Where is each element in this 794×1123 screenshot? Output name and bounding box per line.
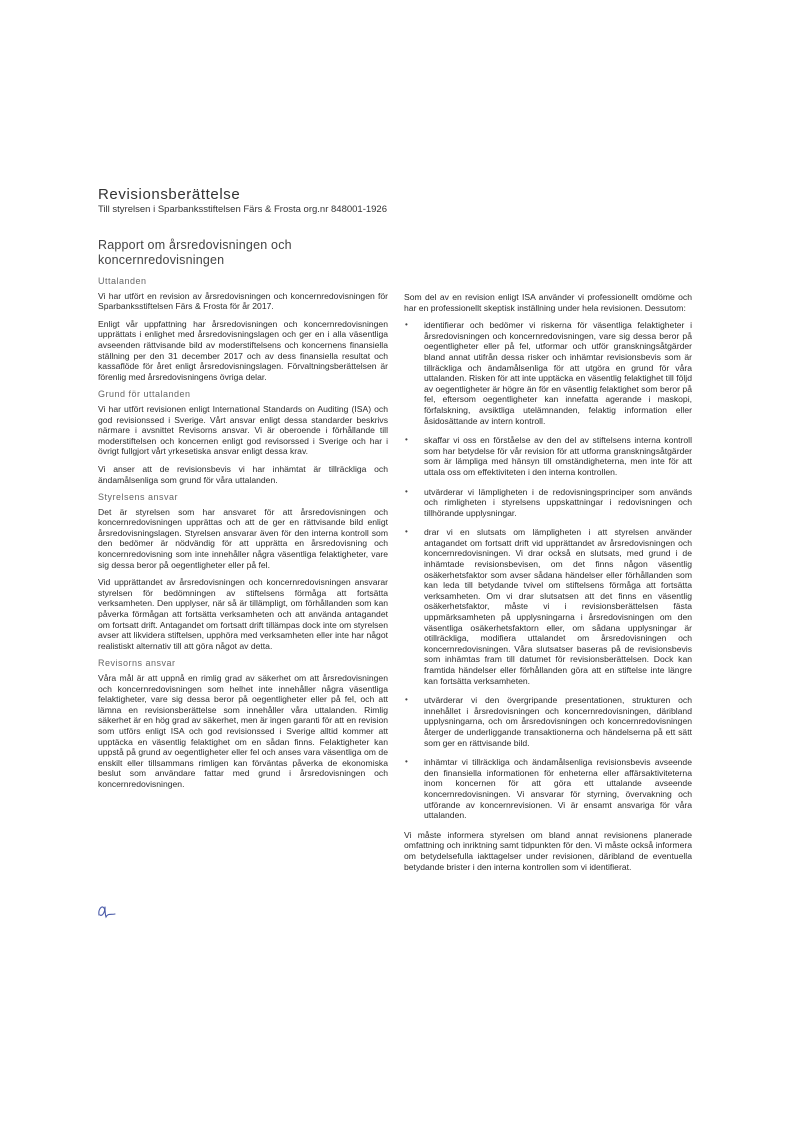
paragraph-board-responsibility: Det är styrelsen som har ansvaret för att årsredovisningen och koncernredovisningen upprättas och att de ger en rättvisande bild enligt årsredovisningslagen. Styrelsen ansvarar även för den interna kontroll som den bedömer är nödvändig för att upprätta en årsredovisning och koncernredovisning som inte innehåller några väsentliga felaktigheter, vare sig dessa beror på oegentligheter eller på fel. [98, 506, 388, 570]
paragraph-isa: Vi har utfört revisionen enligt International Standards on Auditing (ISA) och god revisionssed i Sverige. Vårt ansvar enligt dessa standarder beskrivs närmare i avsnittet Revisorns ansvar. Vi är oberoende i förhållande till moderstiftelsen och koncernen enligt god revisorssed i Sverige och har i övrigt fullgjort vårt yrkesetiska ansvar enligt dessa krav. [98, 403, 388, 457]
list-item: • identifierar och bedömer vi riskerna för väsentliga felaktigheter i årsredovisningen och koncernredovisningen, vare sig dessa beror på oegentligheter eller på fel, utformar och utför granskningsåtgärder bland annat utifrån dessa risker och inhämtar revisionsbevis som är tillräckliga och ändamålsenliga för att utgöra en grund för våra uttalanden. Risken för att inte upptäcka en väsentlig felaktighet till följd av oegentligheter är högre än för en väsentlig felaktighet som beror på fel, eftersom oegentligheter kan innefatta agerande i maskopi, förfalskning, avsiktliga utelämnanden, felaktig information eller åsidosättande av intern kontroll. [405, 320, 692, 426]
bullet-icon: • [405, 435, 408, 445]
paragraph-going-concern: Vid upprättandet av årsredovisningen och koncernredovisningen ansvarar styrelsen för bedömningen av stiftelsens förmåga att fortsätta verksamheten. Den upplyser, när så är tillämpligt, om förhållanden som kan påverka förmågan att fortsätta verksamheten och att använda antagandet om fortsatt drift. Antagandet om fortsatt drift tillämpas dock inte om styrelsen avser att likvidera stiftelsen, upphöra med verksamheten eller inte har något realistiskt alternativ till att göra något av detta. [98, 577, 388, 651]
report-title: Rapport om årsredovisningen och koncernredovisningen [98, 238, 292, 267]
paragraph-opinion: Enligt vår uppfattning har årsredovisningen och koncernredovisningen upprättats i enlighet med årsredovisningslagen och ger en i alla väsentliga avseenden rättvisande bild av moderstiftelsens och koncernens finansiella ställning per den 31 december 2017 och av dess finansiella resultat och kassaflöde för året enligt årsredovisningslagen. Förvaltningsberättelsen är förenlig med årsredovisningens övriga delar. [98, 318, 388, 382]
list-item: • skaffar vi oss en förståelse av den del av stiftelsens interna kontroll som har betydelse för vår revision för att utforma granskningsåtgärder som är lämpliga med hänsyn till omständigheterna, men inte för att uttala oss om effektiviteten i den interna kontrollen. [405, 435, 692, 477]
paragraph-auditor-objectives: Våra mål är att uppnå en rimlig grad av säkerhet om att årsredovisningen och koncernredovisningen som helhet inte innehåller några väsentliga felaktigheter, vare sig dessa beror på oegentligheter eller på fel, och att lämna en revisionsberättelse som innehåller våra uttalanden. Rimlig säkerhet är en hög grad av säkerhet, men är ingen garanti för att en revision som utförs enligt ISA och god revisionssed i Sverige alltid kommer att upptäcka en väsentlig felaktighet om en sådan finns. Felaktigheter kan uppstå på grund av oegentligheter eller fel och anses vara väsentliga om de enskilt eller tillsammans rimligen kan förväntas påverka de ekonomiska beslut som användare fattar med grund i årsredovisningen och koncernredovisningen. [98, 673, 388, 789]
paragraph-professional-judgement: Som del av en revision enligt ISA använder vi professionellt omdöme och har en professionellt skeptisk inställning under hela revisionen. Dessutom: [404, 292, 692, 313]
bullet-icon: • [405, 695, 408, 705]
paragraph-inform-board: Vi måste informera styrelsen om bland annat revisionens planerade omfattning och inriktning samt tidpunkten för den. Vi måste också informera om betydelsefulla iakttagelser under revisionen, däribland de eventuella betydande brister i den interna kontrollen som vi identifierat. [404, 829, 692, 872]
bullet-icon: • [405, 320, 408, 330]
list-item: • inhämtar vi tillräckliga och ändamålsenliga revisionsbevis avseende den finansiella informationen för enheterna eller affärsaktiviteterna inom koncernen för att göra ett uttalande avseende koncernredovisningen. Vi ansvarar för styrning, övervakning och utförande av koncernrevisionen. Vi är ensamt ansvariga för våra uttalanden. [405, 757, 692, 821]
bullet-icon: • [405, 527, 408, 537]
bullet-icon: • [405, 486, 408, 496]
list-item: • drar vi en slutsats om lämpligheten i att styrelsen använder antagandet om fortsatt drift vid upprättandet av årsredovisningen och koncernredovisningen. Vi drar också en slutsats, med grund i de inhämtade revisionsbevisen, om det finns någon väsentlig osäkerhetsfaktor som avser sådana händelser eller förhållanden som kan leda till betydande tvivel om stiftelsens förmåga att fortsätta verksamheten. Om vi drar slutsatsen att det finns en väsentlig osäkerhetsfaktor, måste vi i revisionsberättelsen fästa uppmärksamheten på upplysningarna i årsredovisningen om den väsentliga osäkerhetsfaktorn eller, om sådana upplysningar är otillräckliga, modifiera uttalandet om årsredovisningen och koncernredovisningen. Våra slutsatser baseras på de revisionsbevis som inhämtas fram till datumet för revisionsberättelsen. Dock kan framtida händelser eller förhållanden göra att en stiftelse inte längre kan fortsätta verksamheten. [405, 527, 692, 686]
right-column [404, 292, 692, 879]
auditor-actions-list [404, 320, 692, 821]
paragraph-evidence: Vi anser att de revisionsbevis vi har inhämtat är tillräckliga och ändamålsenliga som grund för våra uttalanden. [98, 463, 388, 485]
document-subtitle: Till styrelsen i Sparbanksstiftelsen Färs & Frosta org.nr 848001-1926 [98, 204, 388, 215]
heading-uttalanden: Uttalanden [98, 276, 147, 286]
bullet-icon: • [405, 757, 408, 767]
list-item: • utvärderar vi lämpligheten i de redovisningsprinciper som används och rimligheten i styrelsens uppskattningar i redovisningen och tillhörande upplysningar. [405, 486, 692, 518]
left-column [98, 276, 388, 797]
heading-revisorns-ansvar: Revisorns ansvar [98, 658, 176, 669]
heading-styrelsens-ansvar: Styrelsens ansvar [98, 492, 179, 503]
document-title: Revisionsberättelse [98, 186, 241, 203]
signature-icon [96, 902, 116, 920]
paragraph-revision-scope: Vi har utfört en revision av årsredovisningen och koncernredovisningen för Sparbanksstiftelsen Färs & Frosta för år 2017. [98, 290, 388, 312]
list-item: • utvärderar vi den övergripande presentationen, strukturen och innehållet i årsredovisningen och koncernredovisningen, däribland upplysningarna, och om årsredovisningen och koncernredovisningen återger de underliggande transaktionerna och händelserna på ett sätt som ger en rättvisande bild. [405, 695, 692, 748]
heading-grund: Grund för uttalanden [98, 389, 191, 400]
